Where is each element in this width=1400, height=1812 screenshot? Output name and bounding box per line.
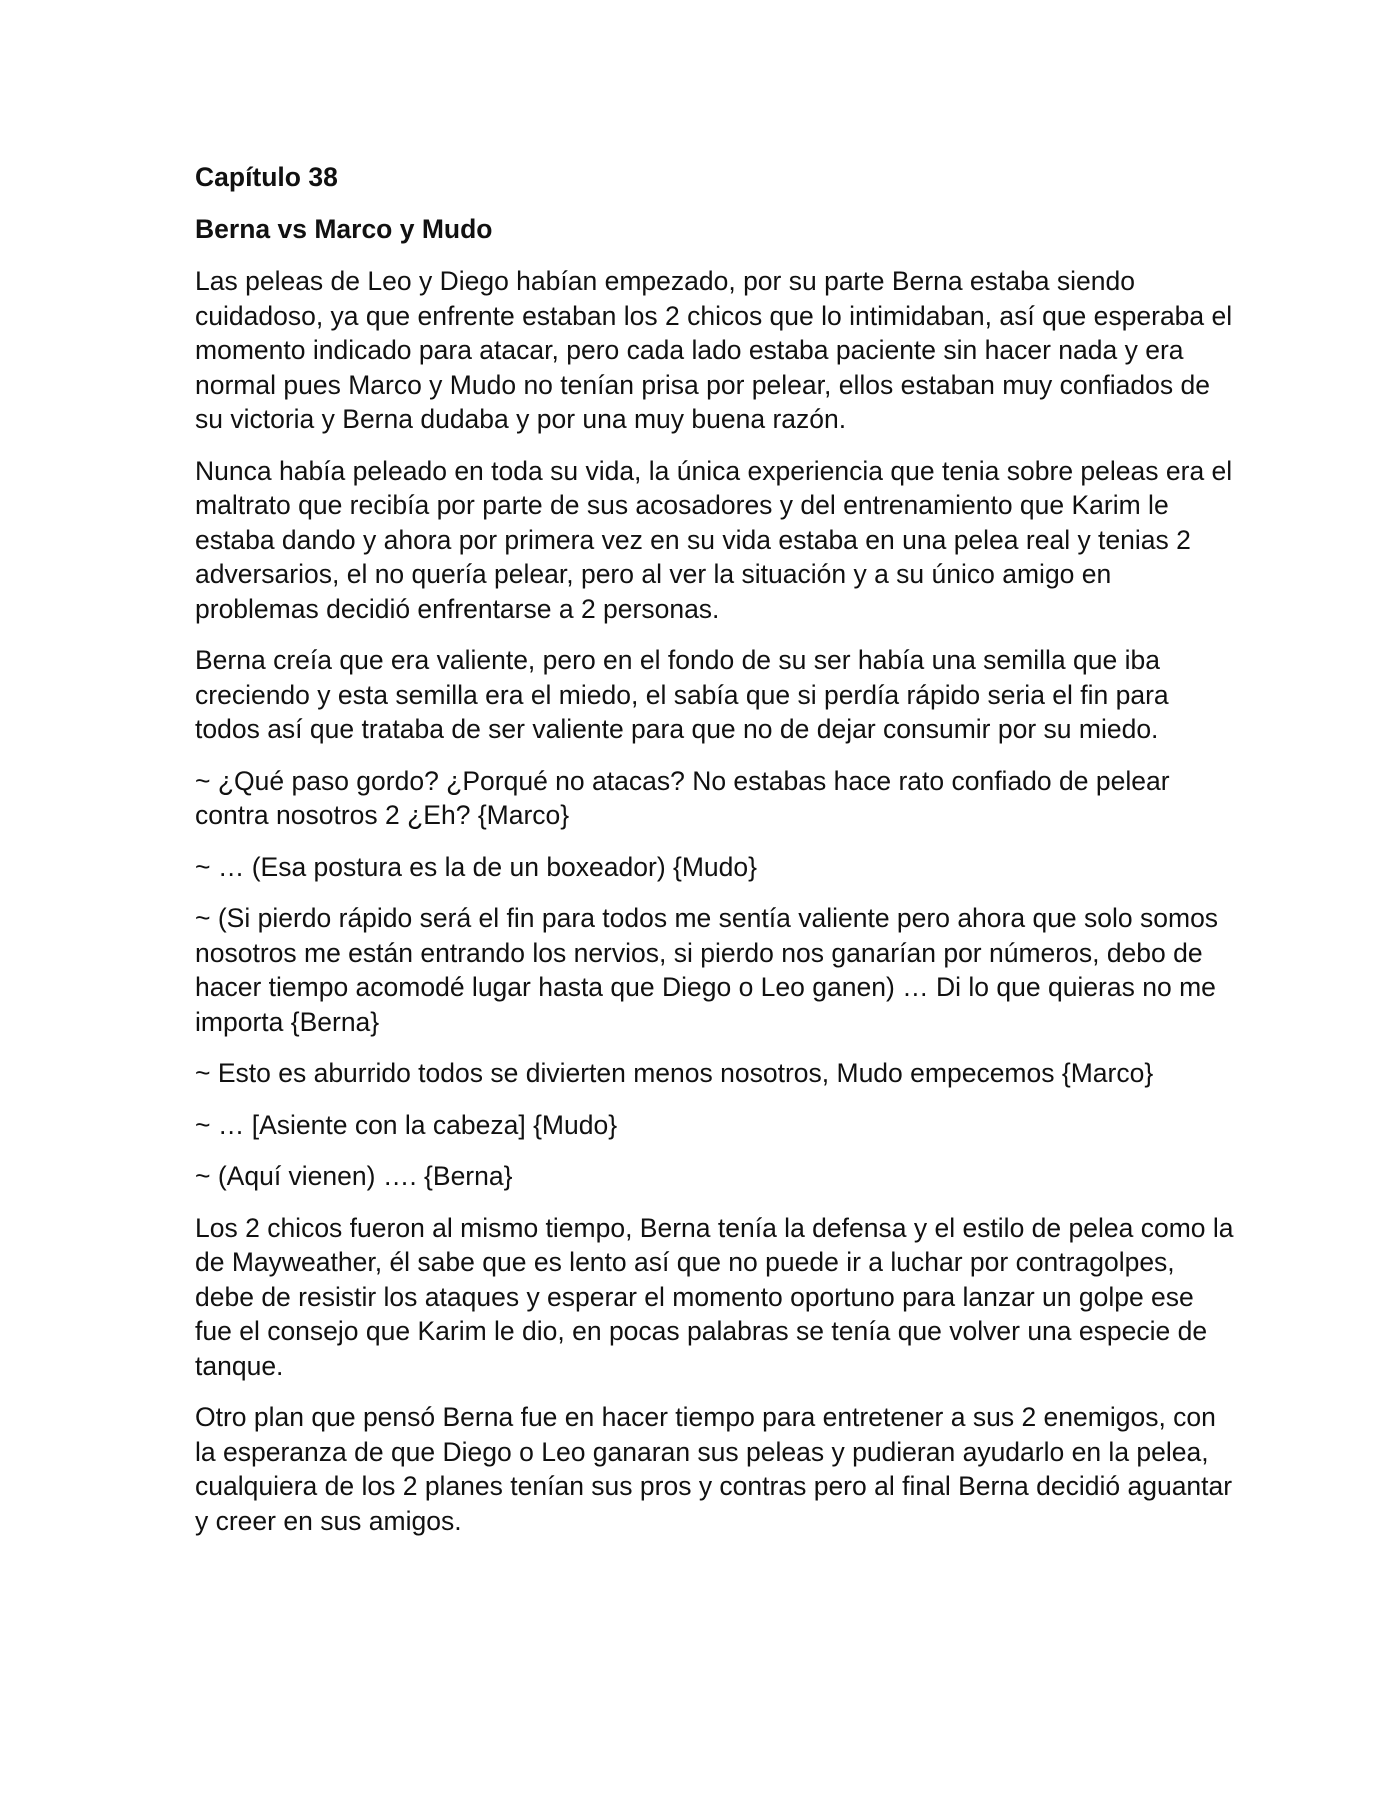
document-page	[195, 160, 1235, 1555]
dialogue-line: ~ (Aquí vienen) …. {Berna}	[195, 1161, 513, 1191]
paragraph: Otro plan que pensó Berna fue en hacer tiempo para entretener a sus 2 enemigos, con la esperanza de que Diego o Leo ganaran sus peleas y pudieran ayudarlo en la pelea, cualquiera de los 2 planes tenían sus pros y contras pero al final Berna decidió aguantar y creer en sus amigos.	[195, 1402, 1233, 1536]
paragraph: Berna creía que era valiente, pero en el fondo de su ser había una semilla que iba creciendo y esta semilla era el miedo, el sabía que si perdía rápido seria el fin para todos así que trataba de ser valiente para que no de dejar consumir por su miedo.	[195, 645, 1169, 744]
dialogue-line: ~ … (Esa postura es la de un boxeador) {Mudo}	[195, 851, 757, 882]
dialogue-line: ~ … [Asiente con la cabeza] {Mudo}	[195, 1109, 618, 1140]
dialogue-line: ~ ¿Qué paso gordo? ¿Porqué no atacas? No estabas hace rato confiado de pelear contra nosotros 2 ¿Eh? {Marco}	[195, 765, 1170, 830]
chapter-subtitle: Berna vs Marco y Mudo	[195, 214, 493, 244]
paragraph: Nunca había peleado en toda su vida, la única experiencia que tenia sobre peleas era el maltrato que recibía por parte de sus acosadores y del entrenamiento que Karim le estaba dando y ahora por primera vez en su vida estaba en una pelea real y tenias 2 adversarios, el no quería pelear, pero al ver la situación y a su único amigo en problemas decidió enfrentarse a 2 personas.	[195, 455, 1233, 624]
paragraph: Los 2 chicos fueron al mismo tiempo, Berna tenía la defensa y el estilo de pelea como la de Mayweather, él sabe que es lento así que no puede ir a luchar por contragolpes, debe de resistir los ataques y esperar el momento oportuno para lanzar un golpe ese fue el consejo que Karim le dio, en pocas palabras se tenía que volver una especie de tanque.	[195, 1212, 1234, 1381]
chapter-heading: Capítulo 38	[195, 162, 338, 192]
paragraph: Las peleas de Leo y Diego habían empezado, por su parte Berna estaba siendo cuidadoso, ya que enfrente estaban los 2 chicos que lo intimidaban, así que esperaba el momento indicado para atacar, pero cada lado estaba paciente sin hacer nada y era normal pues Marco y Mudo no tenían prisa por pelear, ellos estaban muy confiados de su victoria y Berna dudaba y por una muy buena razón.	[195, 266, 1233, 434]
dialogue-line: ~ Esto es aburrido todos se divierten menos nosotros, Mudo empecemos {Marco}	[195, 1058, 1154, 1088]
dialogue-line: ~ (Si pierdo rápido será el fin para todos me sentía valiente pero ahora que solo somos nosotros me están entrando los nervios, si pierdo nos ganarían por números, debo de hacer tiempo acomodé lugar hasta que Diego o Leo ganen) … Di lo que quieras no me importa {Berna}	[195, 903, 1219, 1037]
